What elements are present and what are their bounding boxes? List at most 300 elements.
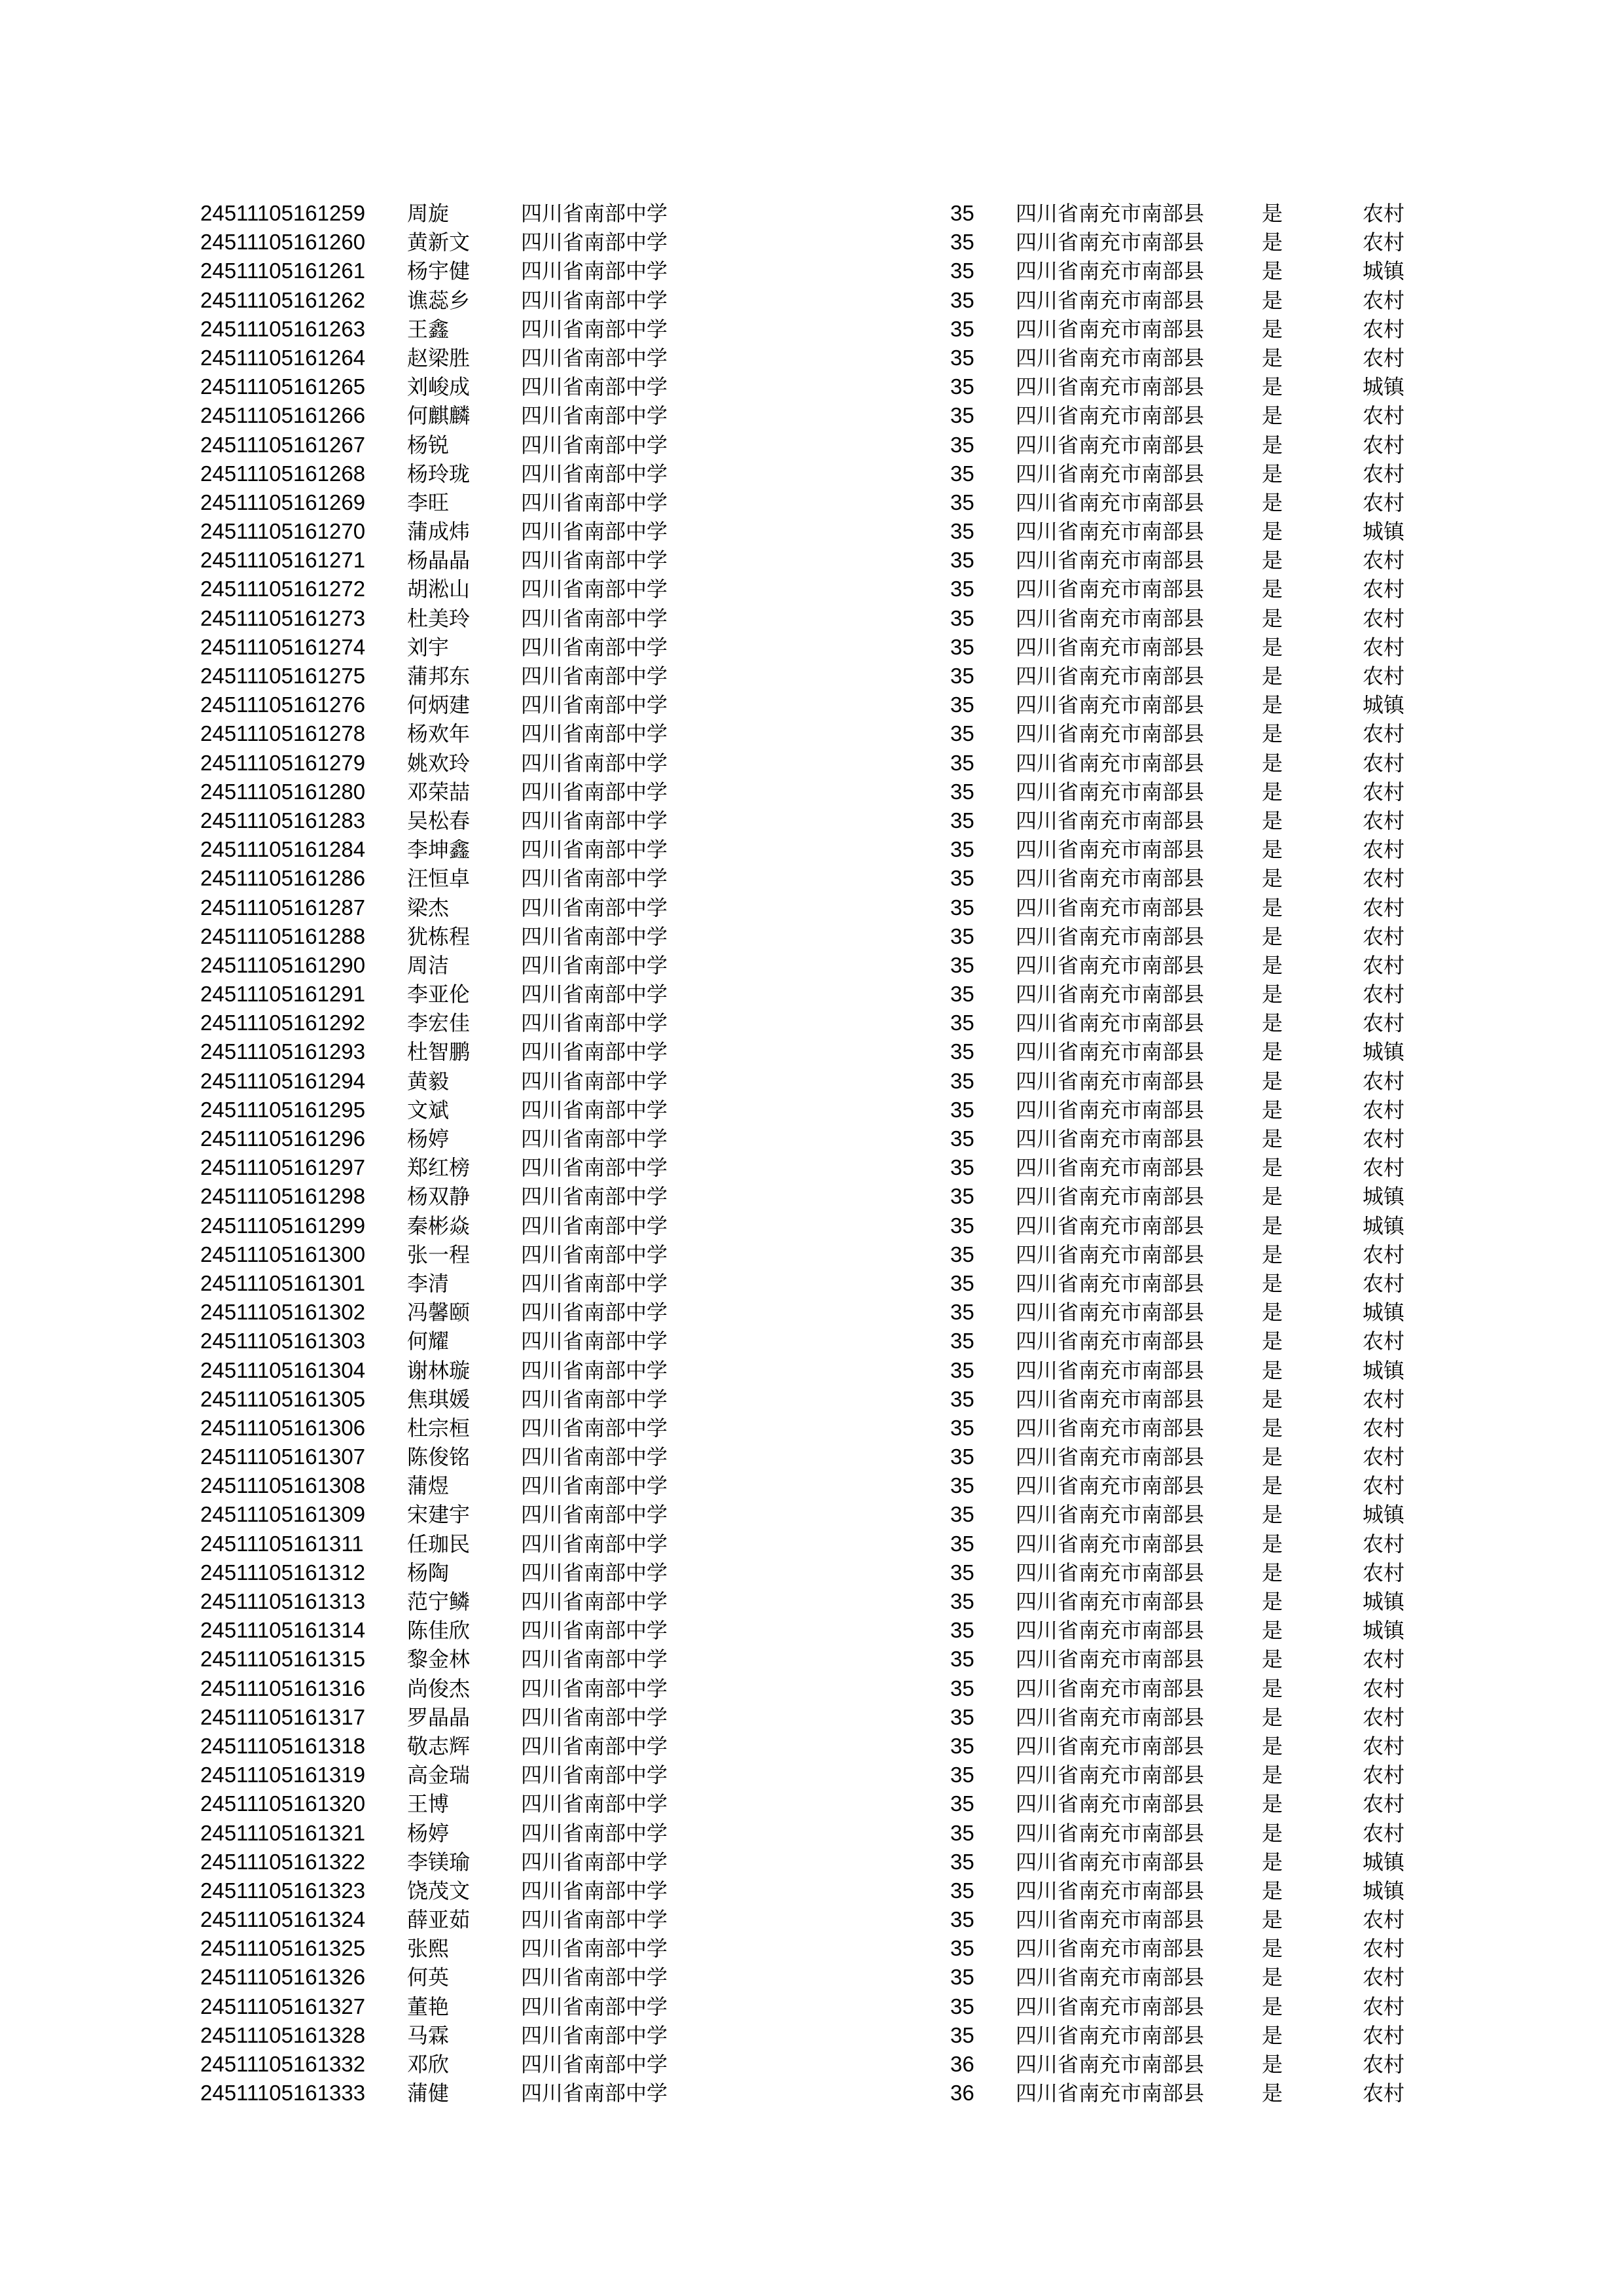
status-flag: 是 xyxy=(1262,692,1283,718)
home-region: 四川省南充市南部县 xyxy=(1016,577,1205,602)
home-region: 四川省南充市南部县 xyxy=(1016,866,1205,891)
school-name: 四川省南部中学 xyxy=(521,1704,668,1730)
area-type: 农村 xyxy=(1363,345,1405,370)
table-row xyxy=(200,257,1444,285)
code-value: 35 xyxy=(950,779,974,804)
status-flag: 是 xyxy=(1262,1994,1283,2019)
table-row xyxy=(200,199,1444,228)
code-value: 35 xyxy=(950,1329,974,1354)
table-row xyxy=(200,1356,1444,1385)
area-type: 城镇 xyxy=(1363,692,1405,718)
status-flag: 是 xyxy=(1262,1126,1283,1151)
registration-id: 24511105161268 xyxy=(200,461,366,486)
status-flag: 是 xyxy=(1262,808,1283,833)
registration-id: 24511105161293 xyxy=(200,1039,366,1064)
school-name: 四川省南部中学 xyxy=(521,1502,668,1528)
status-flag: 是 xyxy=(1262,1357,1283,1383)
code-value: 35 xyxy=(950,1936,974,1961)
student-name: 杜美玲 xyxy=(407,605,471,631)
table-row xyxy=(200,431,1444,459)
school-name: 四川省南部中学 xyxy=(521,374,668,400)
school-name: 四川省南部中学 xyxy=(521,982,668,1007)
code-value: 35 xyxy=(950,577,974,601)
status-flag: 是 xyxy=(1262,432,1283,457)
home-region: 四川省南充市南部县 xyxy=(1016,808,1205,833)
table-row xyxy=(200,575,1444,603)
status-flag: 是 xyxy=(1262,1849,1283,1874)
area-type: 农村 xyxy=(1363,2022,1405,2048)
registration-id: 24511105161290 xyxy=(200,952,366,977)
student-name: 饶茂文 xyxy=(407,1878,471,1903)
student-name: 陈俊铭 xyxy=(407,1444,471,1470)
status-flag: 是 xyxy=(1262,201,1283,226)
home-region: 四川省南充市南部县 xyxy=(1016,750,1205,776)
registration-id: 24511105161309 xyxy=(200,1502,366,1527)
table-row xyxy=(200,1443,1444,1471)
home-region: 四川省南充市南部县 xyxy=(1016,952,1205,978)
area-type: 农村 xyxy=(1363,866,1405,891)
student-name: 李旺 xyxy=(407,490,450,515)
registration-id: 24511105161269 xyxy=(200,490,366,514)
table-row xyxy=(200,1558,1444,1587)
area-type: 农村 xyxy=(1363,1068,1405,1094)
student-name: 范宁鳞 xyxy=(407,1589,471,1614)
code-value: 35 xyxy=(950,1994,974,2018)
code-value: 35 xyxy=(950,664,974,688)
code-value: 35 xyxy=(950,721,974,746)
code-value: 35 xyxy=(950,490,974,514)
home-region: 四川省南充市南部县 xyxy=(1016,1704,1205,1730)
table-row xyxy=(200,1240,1444,1269)
home-region: 四川省南充市南部县 xyxy=(1016,316,1205,342)
registration-id: 24511105161307 xyxy=(200,1444,366,1469)
registration-id: 24511105161292 xyxy=(200,1011,366,1035)
area-type: 农村 xyxy=(1363,1763,1405,1788)
area-type: 农村 xyxy=(1363,982,1405,1007)
school-name: 四川省南部中学 xyxy=(521,605,668,631)
table-row xyxy=(200,315,1444,344)
area-type: 城镇 xyxy=(1363,1039,1405,1065)
registration-id: 24511105161325 xyxy=(200,1936,366,1961)
table-row xyxy=(200,1269,1444,1298)
registration-id: 24511105161299 xyxy=(200,1213,366,1238)
area-type: 农村 xyxy=(1363,1820,1405,1846)
student-name: 邓欣 xyxy=(407,2052,450,2077)
home-region: 四川省南充市南部县 xyxy=(1016,287,1205,313)
school-name: 四川省南部中学 xyxy=(521,1300,668,1325)
registration-id: 24511105161316 xyxy=(200,1676,366,1700)
registration-id: 24511105161284 xyxy=(200,837,366,862)
code-value: 35 xyxy=(950,1733,974,1758)
area-type: 农村 xyxy=(1363,837,1405,863)
area-type: 农村 xyxy=(1363,1936,1405,1962)
student-name: 蒲邦东 xyxy=(407,664,471,689)
home-region: 四川省南充市南部县 xyxy=(1016,432,1205,457)
area-type: 农村 xyxy=(1363,1242,1405,1267)
student-name: 邓荣喆 xyxy=(407,779,471,804)
registration-id: 24511105161287 xyxy=(200,895,366,920)
home-region: 四川省南充市南部县 xyxy=(1016,837,1205,863)
table-row xyxy=(200,401,1444,430)
code-value: 35 xyxy=(950,1415,974,1440)
home-region: 四川省南充市南部县 xyxy=(1016,1676,1205,1701)
code-value: 35 xyxy=(950,837,974,862)
student-name: 杜智鹏 xyxy=(407,1039,471,1065)
school-name: 四川省南部中学 xyxy=(521,1386,668,1412)
student-name: 杜宗桓 xyxy=(407,1415,471,1441)
school-name: 四川省南部中学 xyxy=(521,1791,668,1817)
code-value: 35 xyxy=(950,1849,974,1874)
home-region: 四川省南充市南部县 xyxy=(1016,1039,1205,1065)
table-row xyxy=(200,1616,1444,1645)
table-row xyxy=(200,372,1444,401)
area-type: 农村 xyxy=(1363,1676,1405,1701)
school-name: 四川省南部中学 xyxy=(521,1184,668,1210)
status-flag: 是 xyxy=(1262,1589,1283,1614)
table-row xyxy=(200,459,1444,488)
table-row xyxy=(200,1067,1444,1096)
home-region: 四川省南充市南部县 xyxy=(1016,1357,1205,1383)
student-name: 秦彬焱 xyxy=(407,1213,471,1238)
registration-id: 24511105161291 xyxy=(200,982,366,1007)
school-name: 四川省南部中学 xyxy=(521,1618,668,1643)
home-region: 四川省南充市南部县 xyxy=(1016,403,1205,429)
table-row xyxy=(200,633,1444,662)
area-type: 城镇 xyxy=(1363,1849,1405,1874)
school-name: 四川省南部中学 xyxy=(521,692,668,718)
home-region: 四川省南充市南部县 xyxy=(1016,1473,1205,1499)
school-name: 四川省南部中学 xyxy=(521,1068,668,1094)
registration-id: 24511105161260 xyxy=(200,230,366,255)
table-row xyxy=(200,1761,1444,1789)
table-row xyxy=(200,1674,1444,1703)
school-name: 四川省南部中学 xyxy=(521,519,668,545)
code-value: 35 xyxy=(950,1704,974,1729)
area-type: 农村 xyxy=(1363,779,1405,804)
home-region: 四川省南充市南部县 xyxy=(1016,982,1205,1007)
registration-id: 24511105161324 xyxy=(200,1907,366,1932)
registration-id: 24511105161305 xyxy=(200,1386,366,1411)
code-value: 35 xyxy=(950,1242,974,1266)
student-name: 杨双静 xyxy=(407,1184,471,1210)
home-region: 四川省南充市南部县 xyxy=(1016,1155,1205,1181)
home-region: 四川省南充市南部县 xyxy=(1016,1415,1205,1441)
school-name: 四川省南部中学 xyxy=(521,1155,668,1181)
status-flag: 是 xyxy=(1262,1531,1283,1556)
area-type: 农村 xyxy=(1363,1126,1405,1151)
student-name: 犹栋程 xyxy=(407,924,471,949)
table-row xyxy=(200,835,1444,864)
code-value: 35 xyxy=(950,1039,974,1064)
code-value: 35 xyxy=(950,1647,974,1672)
code-value: 35 xyxy=(950,1878,974,1903)
student-name: 蒲煜 xyxy=(407,1473,450,1499)
home-region: 四川省南充市南部县 xyxy=(1016,490,1205,515)
status-flag: 是 xyxy=(1262,2081,1283,2106)
student-name: 杨婷 xyxy=(407,1820,450,1846)
school-name: 四川省南部中学 xyxy=(521,1039,668,1065)
home-region: 四川省南充市南部县 xyxy=(1016,1965,1205,1990)
status-flag: 是 xyxy=(1262,345,1283,370)
table-row xyxy=(200,1385,1444,1414)
table-row xyxy=(200,1327,1444,1355)
code-value: 35 xyxy=(950,1502,974,1527)
student-name: 吴松春 xyxy=(407,808,471,833)
area-type: 农村 xyxy=(1363,230,1405,255)
school-name: 四川省南部中学 xyxy=(521,1126,668,1151)
area-type: 农村 xyxy=(1363,1097,1405,1122)
table-row xyxy=(200,286,1444,315)
code-value: 35 xyxy=(950,1473,974,1498)
home-region: 四川省南充市南部县 xyxy=(1016,1213,1205,1238)
school-name: 四川省南部中学 xyxy=(521,895,668,920)
student-name: 王博 xyxy=(407,1791,450,1817)
status-flag: 是 xyxy=(1262,1039,1283,1065)
area-type: 农村 xyxy=(1363,2052,1405,2077)
area-type: 农村 xyxy=(1363,1791,1405,1817)
table-row xyxy=(200,2050,1444,2079)
table-row xyxy=(200,1963,1444,1992)
code-value: 35 xyxy=(950,1213,974,1238)
area-type: 城镇 xyxy=(1363,374,1405,400)
registration-id: 24511105161328 xyxy=(200,2022,366,2047)
code-value: 35 xyxy=(950,1357,974,1382)
registration-id: 24511105161266 xyxy=(200,403,366,428)
school-name: 四川省南部中学 xyxy=(521,2052,668,2077)
home-region: 四川省南充市南部县 xyxy=(1016,1763,1205,1788)
code-value: 35 xyxy=(950,345,974,370)
home-region: 四川省南充市南部县 xyxy=(1016,924,1205,949)
student-name: 赵梁胜 xyxy=(407,345,471,370)
home-region: 四川省南充市南部县 xyxy=(1016,1791,1205,1817)
status-flag: 是 xyxy=(1262,1444,1283,1470)
home-region: 四川省南充市南部县 xyxy=(1016,374,1205,400)
home-region: 四川省南充市南部县 xyxy=(1016,201,1205,226)
table-row xyxy=(200,1500,1444,1529)
student-name: 郑红榜 xyxy=(407,1155,471,1181)
home-region: 四川省南充市南部县 xyxy=(1016,519,1205,545)
school-name: 四川省南部中学 xyxy=(521,1270,668,1296)
status-flag: 是 xyxy=(1262,259,1283,284)
status-flag: 是 xyxy=(1262,1184,1283,1210)
status-flag: 是 xyxy=(1262,2022,1283,2048)
home-region: 四川省南充市南部县 xyxy=(1016,1589,1205,1614)
registration-id: 24511105161294 xyxy=(200,1068,366,1093)
school-name: 四川省南部中学 xyxy=(521,924,668,949)
code-value: 35 xyxy=(950,1184,974,1209)
status-flag: 是 xyxy=(1262,1791,1283,1817)
table-row xyxy=(200,1645,1444,1674)
table-row xyxy=(200,719,1444,748)
registration-id: 24511105161275 xyxy=(200,664,366,688)
registration-id: 24511105161326 xyxy=(200,1965,366,1990)
status-flag: 是 xyxy=(1262,634,1283,660)
code-value: 35 xyxy=(950,982,974,1007)
home-region: 四川省南充市南部县 xyxy=(1016,1097,1205,1122)
area-type: 城镇 xyxy=(1363,259,1405,284)
student-name: 李宏佳 xyxy=(407,1011,471,1036)
registration-id: 24511105161312 xyxy=(200,1560,366,1585)
registration-id: 24511105161318 xyxy=(200,1733,366,1758)
school-name: 四川省南部中学 xyxy=(521,1965,668,1990)
code-value: 35 xyxy=(950,634,974,659)
area-type: 农村 xyxy=(1363,1994,1405,2019)
status-flag: 是 xyxy=(1262,721,1283,747)
student-name: 汪恒卓 xyxy=(407,866,471,891)
school-name: 四川省南部中学 xyxy=(521,721,668,747)
school-name: 四川省南部中学 xyxy=(521,201,668,226)
home-region: 四川省南充市南部县 xyxy=(1016,461,1205,486)
area-type: 农村 xyxy=(1363,1704,1405,1730)
school-name: 四川省南部中学 xyxy=(521,1531,668,1556)
code-value: 35 xyxy=(950,519,974,544)
status-flag: 是 xyxy=(1262,982,1283,1007)
table-row xyxy=(200,1587,1444,1616)
table-row xyxy=(200,1414,1444,1443)
table-row xyxy=(200,1124,1444,1153)
status-flag: 是 xyxy=(1262,924,1283,949)
area-type: 农村 xyxy=(1363,201,1405,226)
student-name: 张一程 xyxy=(407,1242,471,1267)
table-row xyxy=(200,662,1444,691)
registration-id: 24511105161273 xyxy=(200,605,366,630)
student-name: 尚俊杰 xyxy=(407,1676,471,1701)
table-row xyxy=(200,604,1444,633)
school-name: 四川省南部中学 xyxy=(521,634,668,660)
student-name: 焦琪媛 xyxy=(407,1386,471,1412)
student-name: 高金瑞 xyxy=(407,1763,471,1788)
student-name: 罗晶晶 xyxy=(407,1704,471,1730)
home-region: 四川省南充市南部县 xyxy=(1016,1878,1205,1903)
student-name: 李亚伦 xyxy=(407,982,471,1007)
student-name: 张熙 xyxy=(407,1936,450,1962)
student-name: 杨晶晶 xyxy=(407,548,471,573)
code-value: 35 xyxy=(950,750,974,775)
code-value: 35 xyxy=(950,461,974,486)
status-flag: 是 xyxy=(1262,1300,1283,1325)
table-row xyxy=(200,691,1444,719)
registration-id: 24511105161280 xyxy=(200,779,366,804)
status-flag: 是 xyxy=(1262,1270,1283,1296)
student-name: 杨玲珑 xyxy=(407,461,471,486)
table-row xyxy=(200,1992,1444,2021)
student-name: 薛亚茹 xyxy=(407,1907,471,1933)
home-region: 四川省南充市南部县 xyxy=(1016,1936,1205,1962)
table-row xyxy=(200,1471,1444,1500)
table-row xyxy=(200,517,1444,546)
home-region: 四川省南充市南部县 xyxy=(1016,1849,1205,1874)
table-row xyxy=(200,1819,1444,1848)
school-name: 四川省南部中学 xyxy=(521,1415,668,1441)
student-name: 李坤鑫 xyxy=(407,837,471,863)
table-row xyxy=(200,488,1444,517)
status-flag: 是 xyxy=(1262,837,1283,863)
registration-id: 24511105161288 xyxy=(200,924,366,948)
home-region: 四川省南充市南部县 xyxy=(1016,895,1205,920)
code-value: 35 xyxy=(950,1907,974,1932)
school-name: 四川省南部中学 xyxy=(521,1097,668,1122)
registration-id: 24511105161321 xyxy=(200,1820,366,1845)
code-value: 36 xyxy=(950,2052,974,2076)
school-name: 四川省南部中学 xyxy=(521,779,668,804)
table-row xyxy=(200,980,1444,1009)
school-name: 四川省南部中学 xyxy=(521,1733,668,1759)
code-value: 35 xyxy=(950,808,974,833)
code-value: 35 xyxy=(950,1560,974,1585)
status-flag: 是 xyxy=(1262,779,1283,804)
status-flag: 是 xyxy=(1262,374,1283,400)
status-flag: 是 xyxy=(1262,1502,1283,1528)
home-region: 四川省南充市南部县 xyxy=(1016,548,1205,573)
area-type: 农村 xyxy=(1363,316,1405,342)
table-row xyxy=(200,1905,1444,1934)
student-name: 杨宇健 xyxy=(407,259,471,284)
registration-id: 24511105161311 xyxy=(200,1531,364,1556)
registration-id: 24511105161306 xyxy=(200,1415,366,1440)
school-name: 四川省南部中学 xyxy=(521,461,668,486)
area-type: 农村 xyxy=(1363,924,1405,949)
status-flag: 是 xyxy=(1262,1560,1283,1585)
registration-id: 24511105161270 xyxy=(200,519,366,544)
school-name: 四川省南部中学 xyxy=(521,1763,668,1788)
area-type: 农村 xyxy=(1363,1386,1405,1412)
home-region: 四川省南充市南部县 xyxy=(1016,1444,1205,1470)
school-name: 四川省南部中学 xyxy=(521,808,668,833)
student-name: 谢林璇 xyxy=(407,1357,471,1383)
table-row xyxy=(200,922,1444,951)
code-value: 35 xyxy=(950,1618,974,1643)
table-row xyxy=(200,2021,1444,2050)
area-type: 城镇 xyxy=(1363,1618,1405,1643)
registration-id: 24511105161333 xyxy=(200,2081,366,2106)
registration-id: 24511105161332 xyxy=(200,2052,366,2076)
student-name: 何耀 xyxy=(407,1329,450,1354)
school-name: 四川省南部中学 xyxy=(521,1444,668,1470)
status-flag: 是 xyxy=(1262,1676,1283,1701)
code-value: 35 xyxy=(950,1386,974,1411)
school-name: 四川省南部中学 xyxy=(521,1878,668,1903)
status-flag: 是 xyxy=(1262,577,1283,602)
home-region: 四川省南充市南部县 xyxy=(1016,1386,1205,1412)
status-flag: 是 xyxy=(1262,1386,1283,1412)
school-name: 四川省南部中学 xyxy=(521,259,668,284)
registration-id: 24511105161300 xyxy=(200,1242,366,1266)
table-row xyxy=(200,1096,1444,1124)
status-flag: 是 xyxy=(1262,1820,1283,1846)
table-row xyxy=(200,344,1444,372)
code-value: 35 xyxy=(950,1820,974,1845)
area-type: 农村 xyxy=(1363,1647,1405,1672)
student-name: 陈佳欣 xyxy=(407,1618,471,1643)
school-name: 四川省南部中学 xyxy=(521,1849,668,1874)
home-region: 四川省南充市南部县 xyxy=(1016,1531,1205,1556)
area-type: 农村 xyxy=(1363,1444,1405,1470)
area-type: 农村 xyxy=(1363,952,1405,978)
home-region: 四川省南充市南部县 xyxy=(1016,605,1205,631)
student-name: 何麒麟 xyxy=(407,403,471,429)
status-flag: 是 xyxy=(1262,1647,1283,1672)
student-name: 蒲健 xyxy=(407,2081,450,2106)
table-row xyxy=(200,1009,1444,1037)
table-row xyxy=(200,951,1444,980)
code-value: 35 xyxy=(950,374,974,399)
student-name: 黄毅 xyxy=(407,1068,450,1094)
code-value: 35 xyxy=(950,1068,974,1093)
area-type: 农村 xyxy=(1363,1329,1405,1354)
code-value: 35 xyxy=(950,201,974,225)
status-flag: 是 xyxy=(1262,2052,1283,2077)
status-flag: 是 xyxy=(1262,1068,1283,1094)
